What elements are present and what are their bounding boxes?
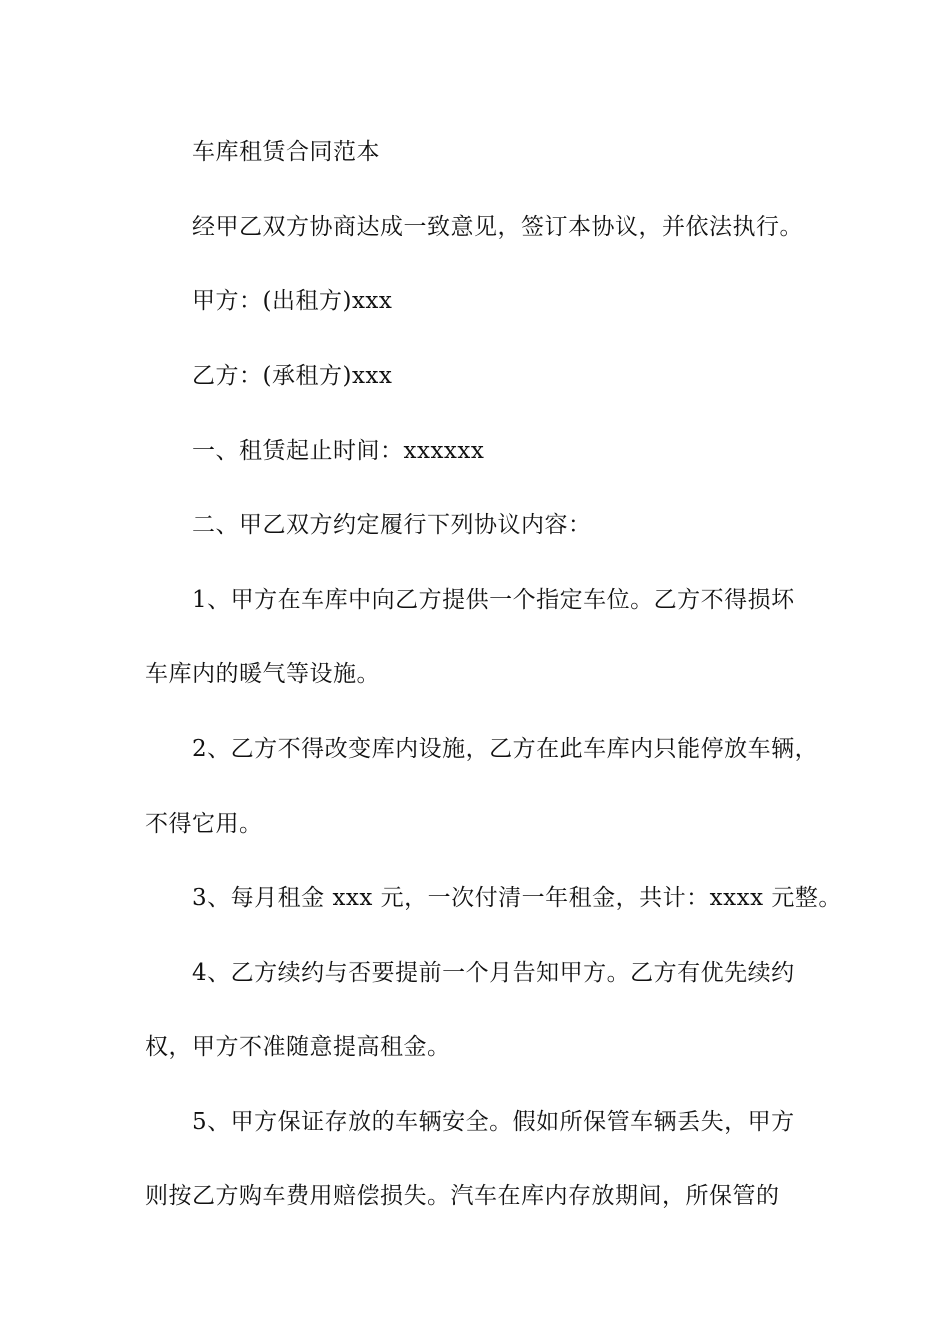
clause-4-line-1: 4、乙方续约与否要提前一个月告知甲方。乙方有优先续约 xyxy=(192,960,795,986)
clause-4-line-2: 权，甲方不准随意提高租金。 xyxy=(145,1034,451,1060)
clause-3-line-1: 3、每月租金 xxx 元，一次付清一年租金，共计：xxxx 元整。 xyxy=(192,885,842,911)
clause-5-line-2: 则按乙方购车费用赔偿损失。汽车在库内存放期间，所保管的 xyxy=(145,1183,780,1209)
clause-5-line-1: 5、甲方保证存放的车辆安全。假如所保管车辆丢失，甲方 xyxy=(192,1109,795,1135)
clause-2-line-2: 不得它用。 xyxy=(145,811,263,837)
clause-1-line-1: 1、甲方在车库中向乙方提供一个指定车位。乙方不得损坏 xyxy=(192,587,795,613)
party-a-line: 甲方：(出租方)xxx xyxy=(192,288,393,314)
clause-2-line-1: 2、乙方不得改变库内设施，乙方在此车库内只能停放车辆， xyxy=(192,736,819,762)
section-2-heading: 二、甲乙双方约定履行下列协议内容： xyxy=(192,512,592,538)
paragraph-agreement-intro: 经甲乙双方协商达成一致意见，签订本协议，并依法执行。 xyxy=(192,214,803,240)
clause-1-line-2: 车库内的暖气等设施。 xyxy=(145,661,380,687)
party-b-line: 乙方：(承租方)xxx xyxy=(192,363,393,389)
section-1-lease-period: 一、租赁起止时间：xxxxxx xyxy=(192,438,485,464)
document-title: 车库租赁合同范本 xyxy=(192,139,380,165)
